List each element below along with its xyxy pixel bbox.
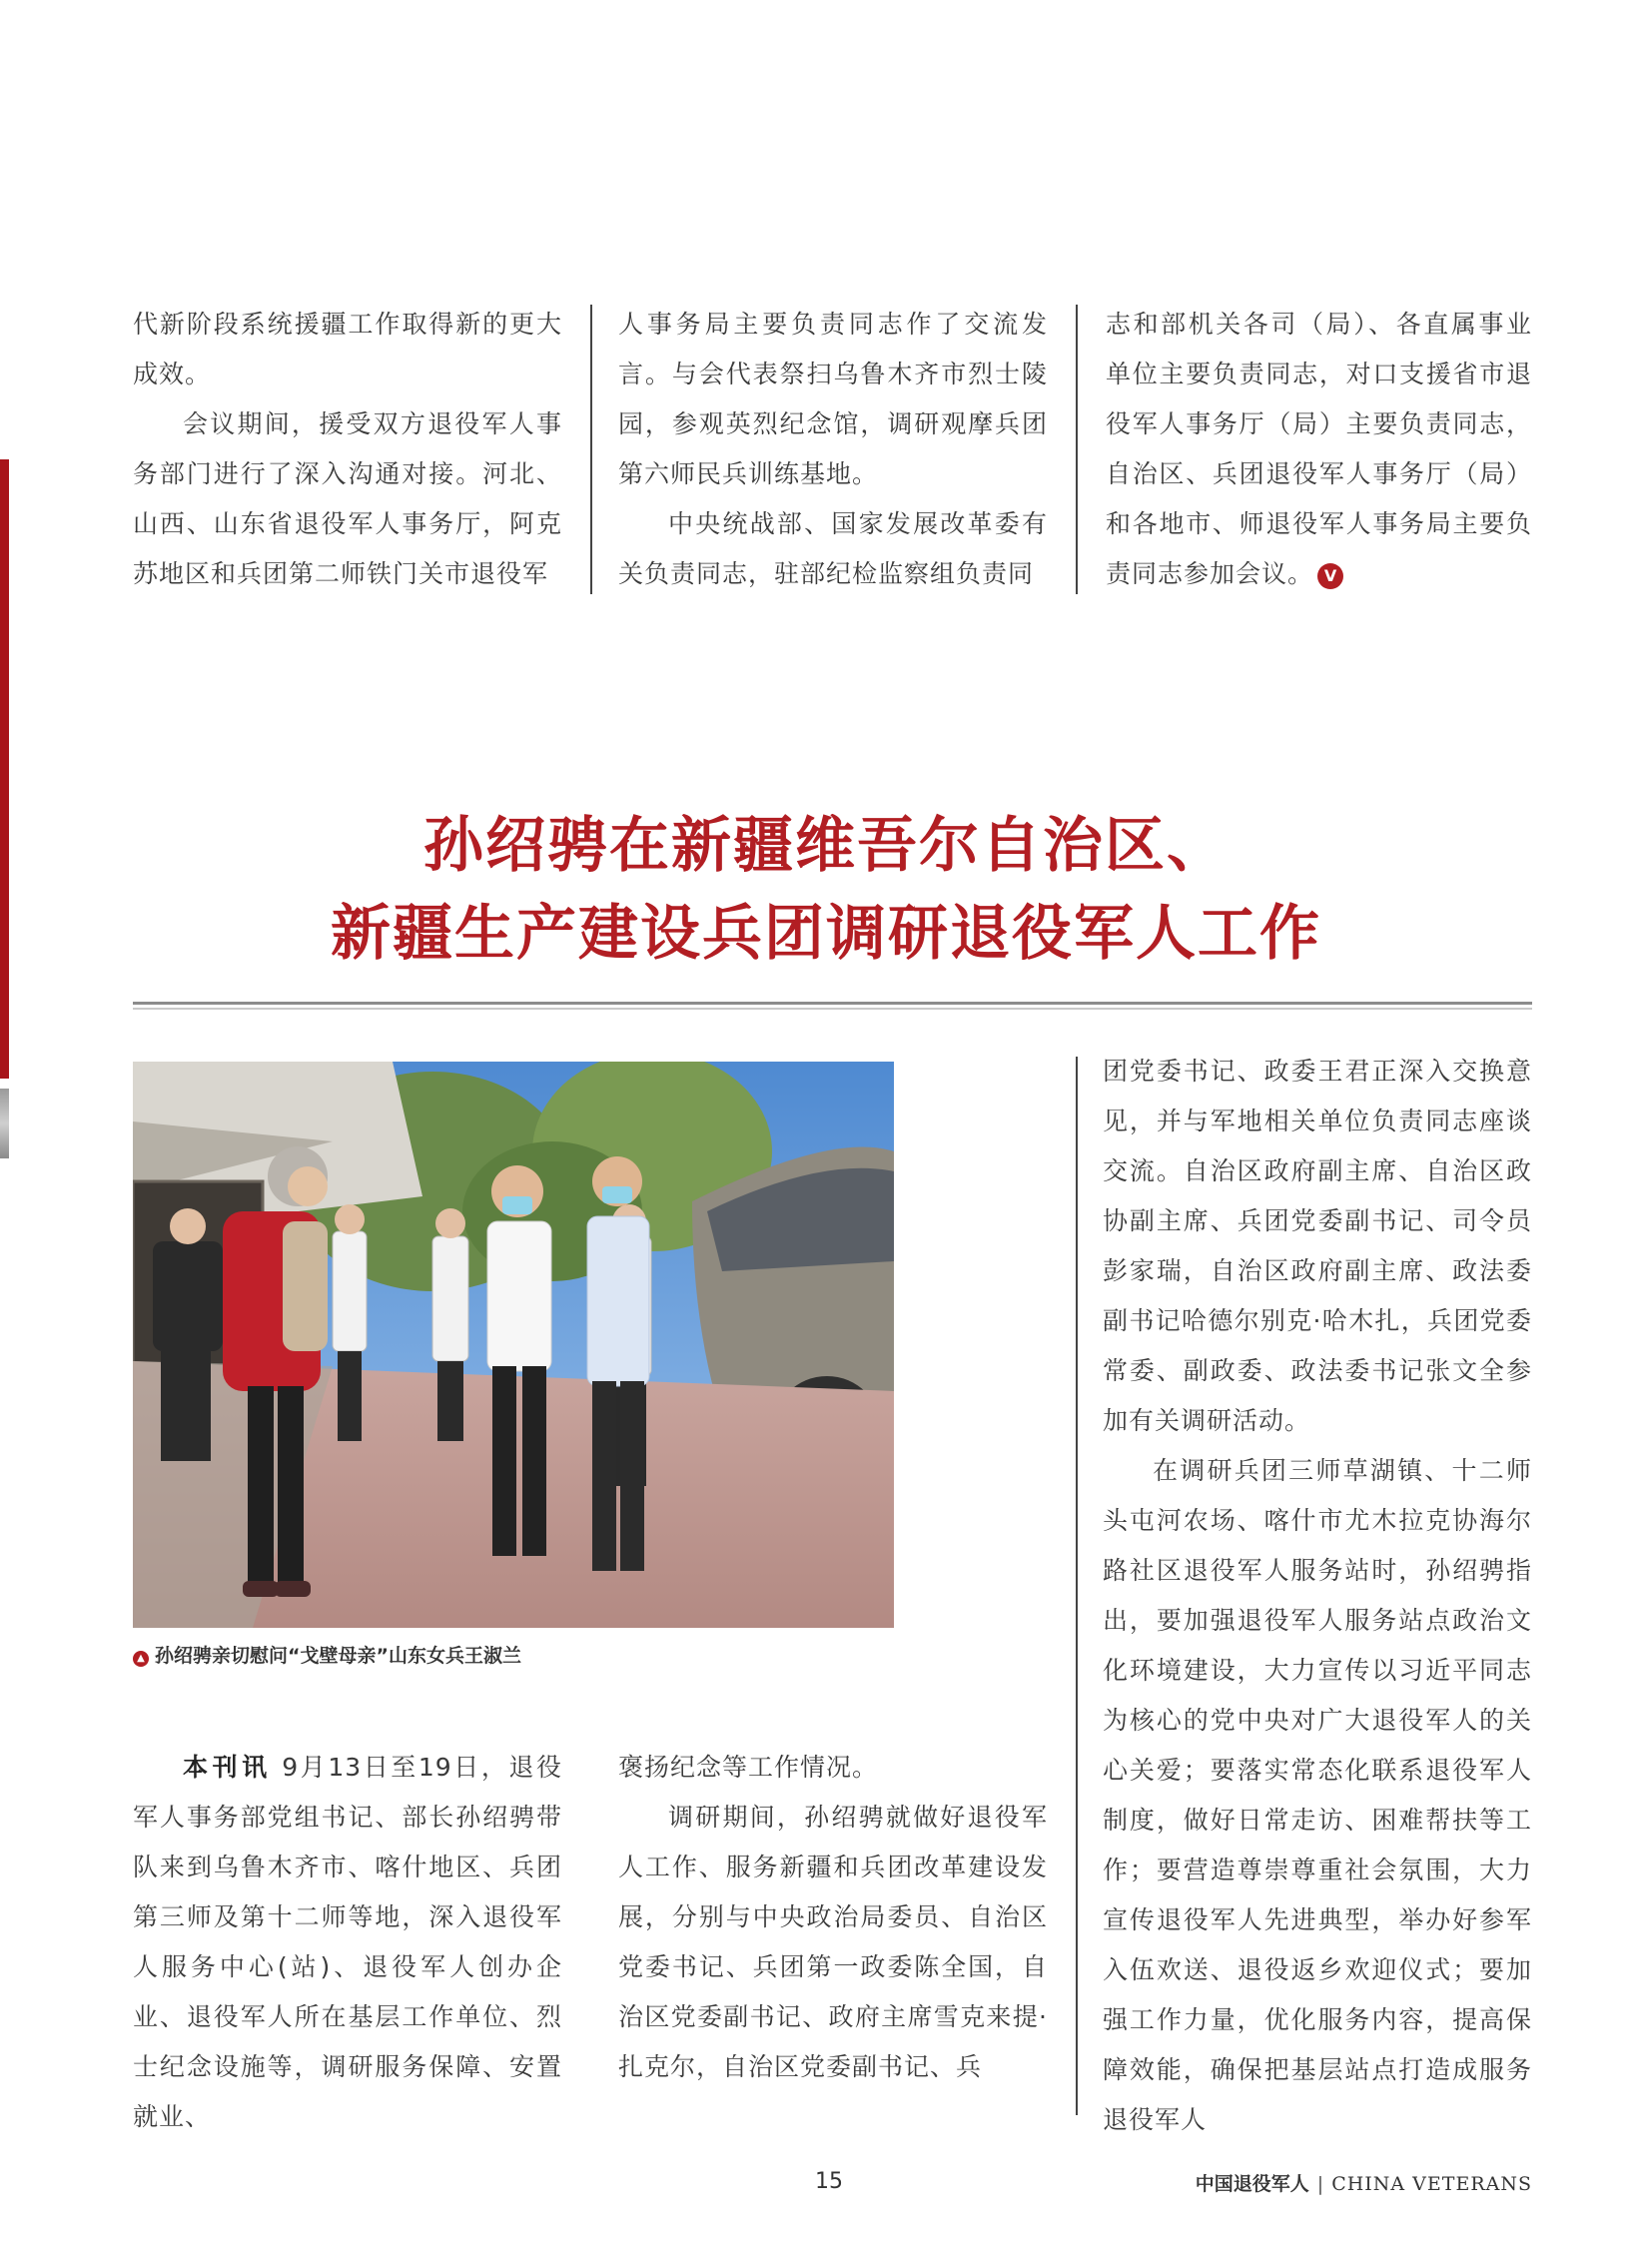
- article-column-1: [133, 1743, 562, 2142]
- article-column-3: [1103, 1047, 1532, 2145]
- top-column-3: [1106, 300, 1532, 599]
- column-divider: [590, 305, 592, 594]
- paragraph: 调研期间，孙绍骋就做好退役军人工作、服务新疆和兵团改革建设发展，分别与中央政治局委员、自治区党委书记、兵团第一政委陈全国，自治区党委副书记、政府主席雪克来提·扎克尔，自治区党委副书记、兵: [618, 1803, 1048, 2081]
- magazine-name-cn: 中国退役军人: [1195, 2173, 1309, 2195]
- footer-separator: |: [1316, 2173, 1324, 2195]
- page-number: 15: [815, 2169, 843, 2194]
- paragraph-text: 9月13日至19日，退役军人事务部党组书记、部长孙绍骋带队来到乌鲁木齐市、喀什地区、兵团第三师及第十二师等地，深入退役军人服务中心(站)、退役军人创办企业、退役军人所在基层工作单位、烈士纪念设施等，调研服务保障、安置就业、: [133, 1753, 562, 2131]
- column-divider: [1076, 305, 1078, 594]
- page-edge-red-bar: [0, 459, 9, 1079]
- paragraph-text: 志和部机关各司（局）、各直属事业单位主要负责同志，对口支援省市退役军人事务厅（局）主要负责同志，自治区、兵团退役军人事务厅（局）和各地市、师退役军人事务局主要负责同志参加会议。: [1106, 310, 1532, 588]
- column-divider: [1076, 1057, 1078, 2115]
- paragraph: 中央统战部、国家发展改革委有关负责同志，驻部纪检监察组负责同: [618, 509, 1048, 588]
- top-column-1: [133, 300, 562, 599]
- article-title-line-2: 新疆生产建设兵团调研退役军人工作: [331, 899, 1321, 969]
- title-divider: [133, 1002, 1532, 1005]
- article-column-2: [618, 1743, 1048, 2092]
- article-title-line-1: 孙绍骋在新疆维吾尔自治区、: [423, 811, 1229, 881]
- end-mark-icon: V: [1317, 563, 1343, 589]
- paragraph: 会议期间，援受双方退役军人事务部门进行了深入沟通对接。河北、山西、山东省退役军人事务厅，阿克苏地区和兵团第二师铁门关市退役军: [133, 409, 562, 588]
- magazine-name-en: CHINA VETERANS: [1331, 2173, 1532, 2195]
- chevron-up-icon: ▲: [133, 1651, 149, 1667]
- paragraph: 代新阶段系统援疆工作取得新的更大成效。: [133, 310, 562, 388]
- top-column-2: [618, 300, 1048, 599]
- article-photo: [133, 1062, 894, 1628]
- paragraph: 在调研兵团三师草湖镇、十二师头屯河农场、喀什市尤木拉克协海尔路社区退役军人服务站时，孙绍骋指出，要加强退役军人服务站点政治文化环境建设，大力宣传以习近平同志为核心的党中央对广大退役军人的关心关爱；要落实常态化联系退役军人制度，做好日常走访、困难帮扶等工作；要营造尊崇尊重社会氛围，大力宣传退役军人先进典型，举办好参军入伍欢送、退役返乡欢迎仪式；要加强工作力量，优化服务内容，提高保障效能，确保把基层站点打造成服务退役军人: [1103, 1456, 1532, 2134]
- paragraph: [1106, 300, 1532, 599]
- magazine-footer: [1196, 2169, 1532, 2196]
- lead-text: 本刊讯: [183, 1753, 272, 1782]
- paragraph: 团党委书记、政委王君正深入交换意见，并与军地相关单位负责同志座谈交流。自治区政府副主席、自治区政协副主席、兵团党委副书记、司令员彭家瑞，自治区政府副主席、政法委副书记哈德尔别克·哈木扎，兵团党委常委、副政委、政法委书记张文全参加有关调研活动。: [1103, 1057, 1532, 1435]
- title-divider-thin: [133, 1008, 1532, 1010]
- paragraph: 人事务局主要负责同志作了交流发言。与会代表祭扫乌鲁木齐市烈士陵园，参观英烈纪念馆，调研观摩兵团第六师民兵训练基地。: [618, 310, 1048, 488]
- photo-caption: [133, 1643, 521, 1669]
- page-edge-gray-mark: [0, 1089, 9, 1158]
- caption-text: 孙绍骋亲切慰问“戈壁母亲”山东女兵王淑兰: [155, 1645, 521, 1667]
- paragraph: [133, 1743, 562, 2142]
- paragraph: 褒扬纪念等工作情况。: [618, 1753, 879, 1782]
